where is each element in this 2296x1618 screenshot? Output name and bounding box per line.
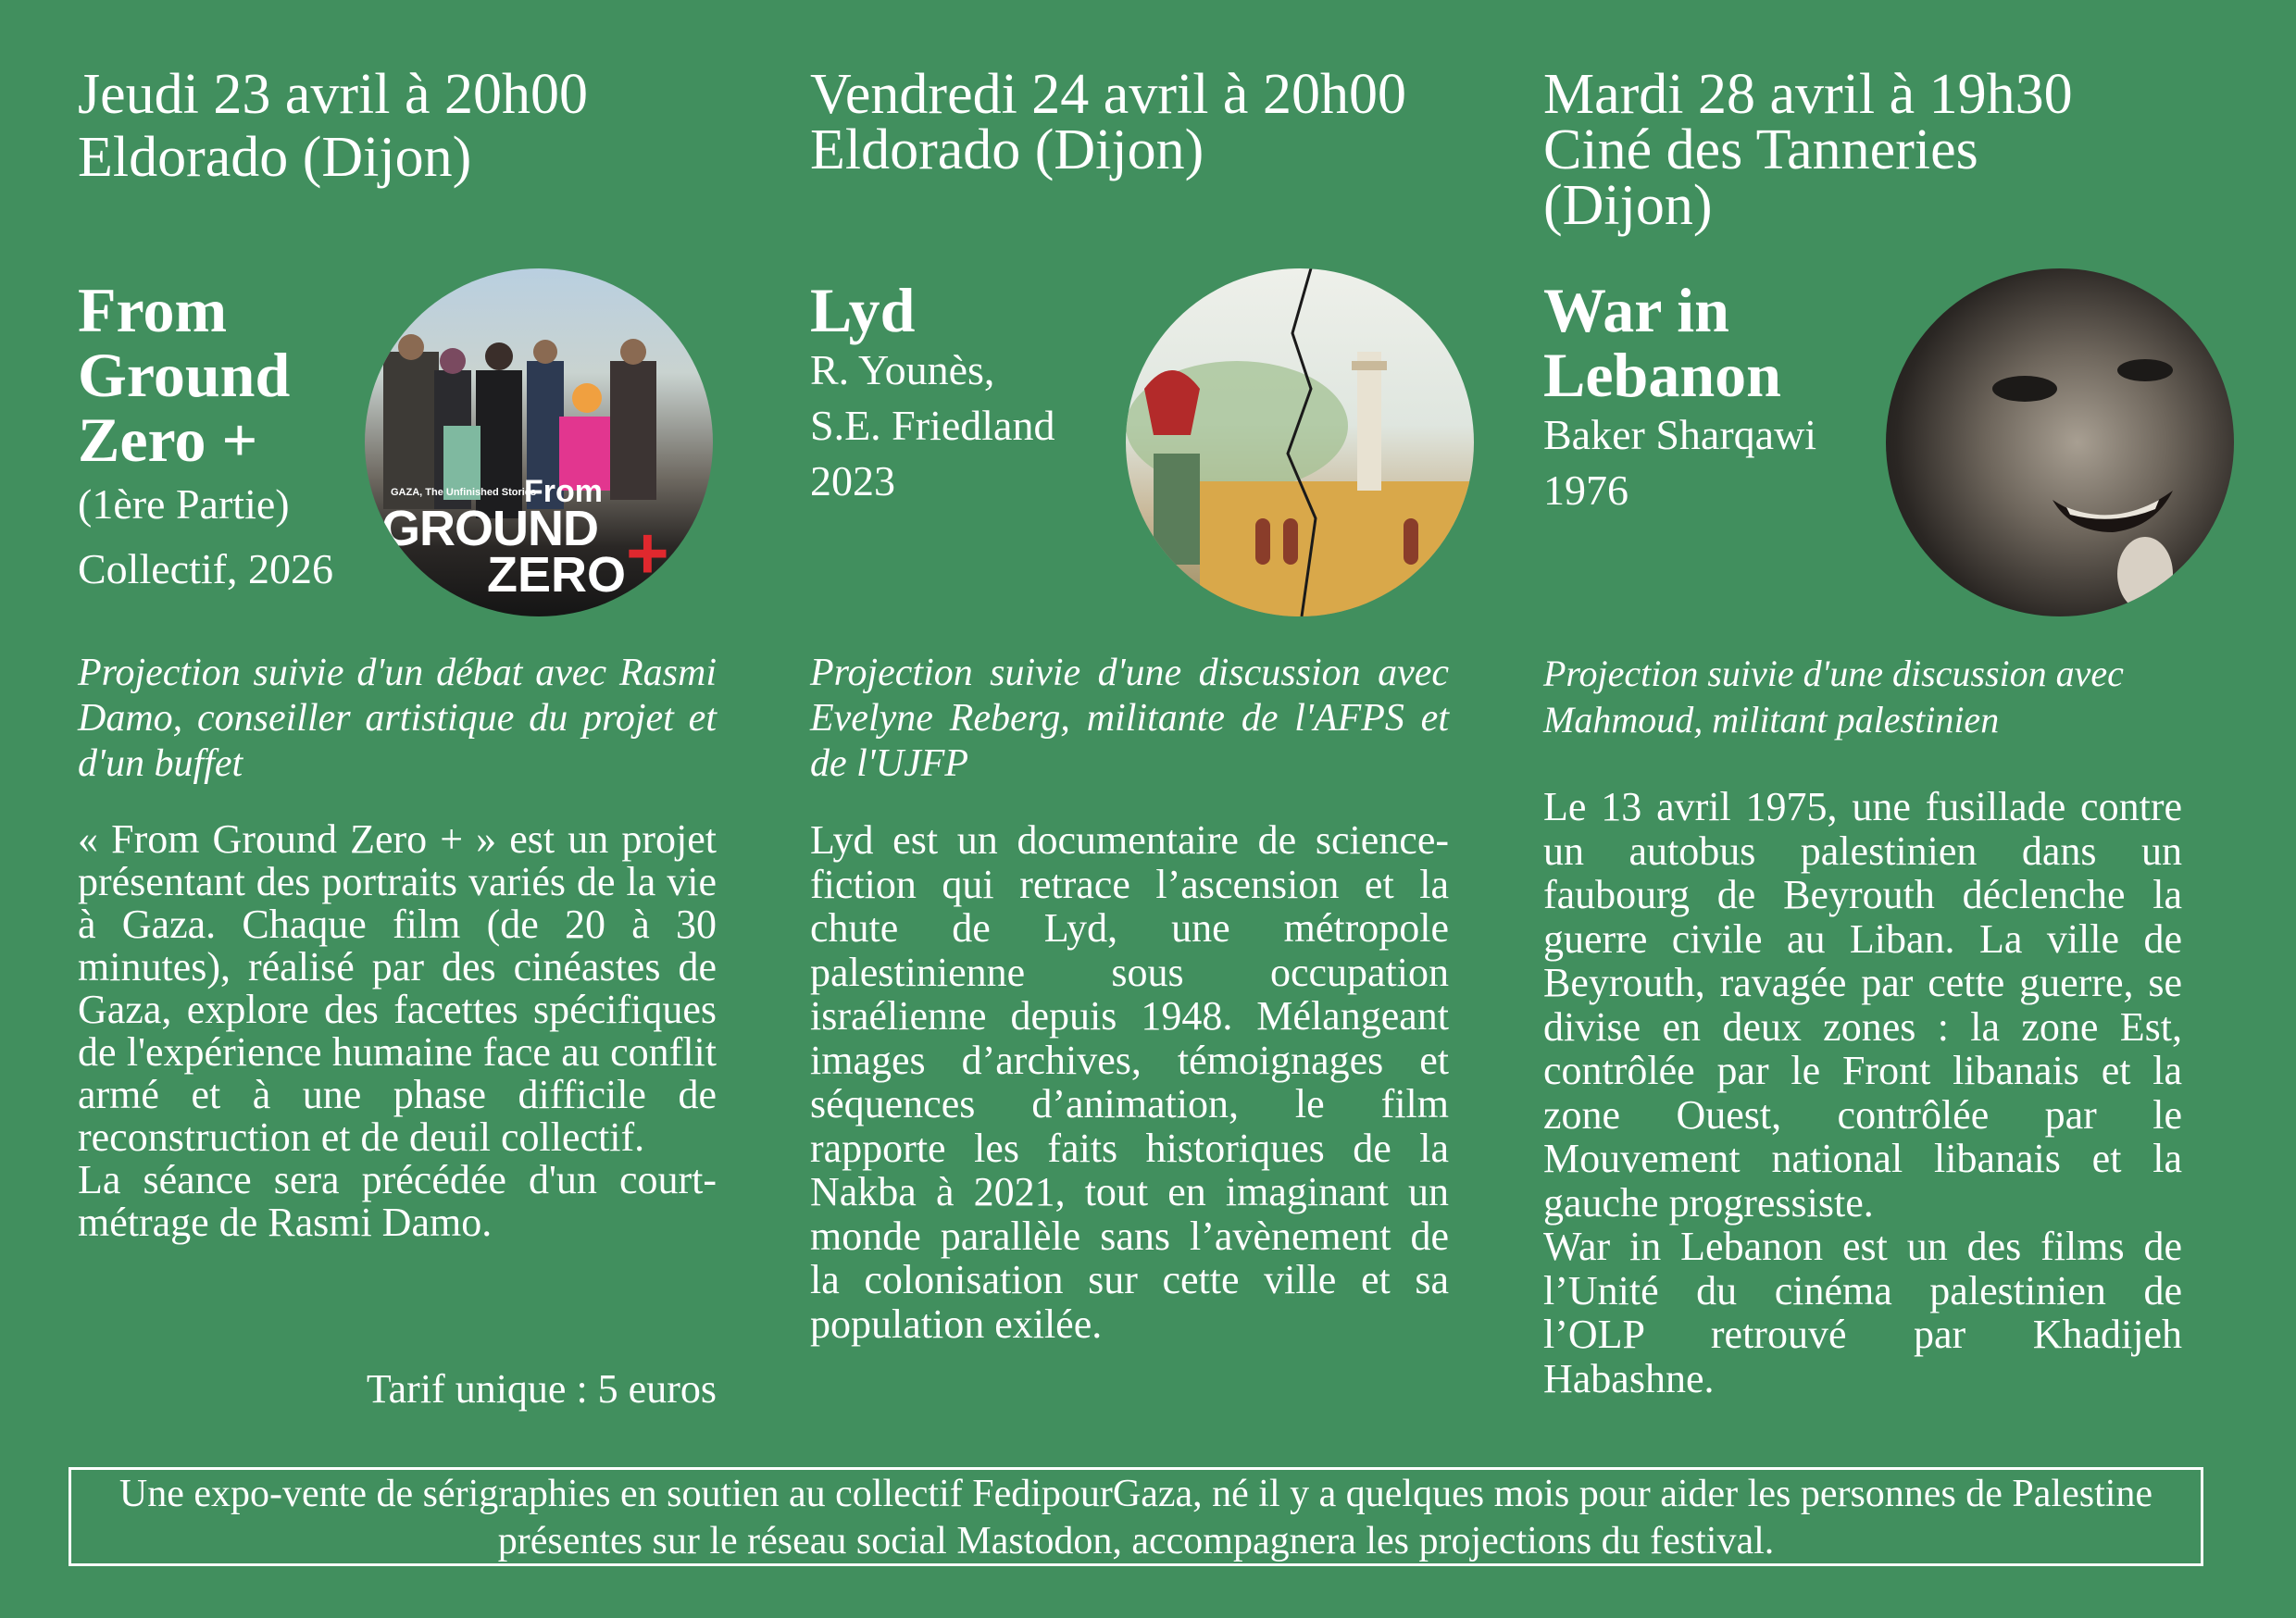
film-poster-image	[365, 268, 713, 616]
poster-illustration	[1126, 268, 1474, 616]
event-venue: Eldorado (Dijon)	[78, 126, 472, 189]
description-paragraph: Lyd est un documentaire de science-fiction qui retrace l’ascension et la chute de Lyd, une métropole palestinienne sous occupation israélienne depuis 1948. Mélangeant images d’archives, témoignages et séquences d’animation, le film rapporte les faits historiques de la Nakba à 2021, tout en imaginant un monde parallèle sans l’avènement de la colonisation sur cette ville et sa population exilée.	[810, 817, 1449, 1347]
film-directors: R. Younès,	[810, 346, 995, 393]
poster-zero: ZERO	[487, 547, 627, 603]
film-poster-image	[1126, 268, 1474, 616]
footer-announcement: Une expo-vente de sérigraphies en soutien au collectif FedipourGaza, né il y a quelques mois pour aider les personnes de Palestine présentes sur le réseau social Mastodon, accompagnera les projections du festival.	[69, 1467, 2203, 1566]
event-date: Jeudi 23 avril à 20h00	[78, 63, 589, 126]
description-paragraph: Le 13 avril 1975, une fusillade contre un autobus palestinien dans un faubourg de Beyrouth déclenche la guerre civile au Liban. La ville de Beyrouth, ravagée par cette guerre, se divise en deux zones : la zone Est, contrôlée par le Front libanais et la zone Ouest, contrôlée par le Mouvement national libanais et la gauche progressiste.	[1543, 784, 2182, 1226]
event-venue: Eldorado (Dijon)	[810, 118, 1204, 181]
film-header	[78, 275, 411, 602]
film-poster-image	[1886, 268, 2234, 616]
event-date: Mardi 28 avril à 19h30	[1543, 63, 2073, 126]
film-description	[78, 818, 717, 1244]
film-directors-2: S.E. Friedland	[810, 402, 1055, 449]
film-title: Lyd	[810, 275, 916, 345]
event-date-venue	[810, 63, 1514, 181]
film-title: From Ground Zero +	[78, 275, 291, 475]
event-date: Vendredi 24 avril à 20h00	[810, 63, 1406, 126]
film-credits: Collectif, 2026	[78, 545, 333, 592]
event-venue: Ciné des Tanneries (Dijon)	[1543, 118, 1978, 237]
event-intro: Projection suivie d'une discussion avec Mahmoud, militant palestinien	[1543, 653, 2124, 741]
event-date-venue	[78, 63, 781, 189]
film-description	[810, 818, 1449, 1346]
description-paragraph: « From Ground Zero + » est un projet présentant des portraits variés de la vie à Gaza. Chaque film (de 20 à 30 minutes), réalisé par des cinéastes de Gaza, explore des facettes spécifiques de l'expérience humaine face au conflit armé et à une phase difficile de reconstruction et de deuil collectif.	[78, 816, 717, 1160]
film-description	[1543, 785, 2182, 1400]
poster-illustration	[1886, 268, 2234, 616]
poster-plus: +	[626, 512, 669, 594]
film-year: 1976	[1543, 467, 1628, 514]
film-director: Baker Sharqawi	[1543, 411, 1817, 458]
description-paragraph: La séance sera précédée d'un court-métrage de Rasmi Damo.	[78, 1157, 717, 1245]
poster-from: From	[524, 474, 603, 509]
event-date-venue	[1543, 63, 2247, 237]
price-label: Tarif unique : 5 euros	[366, 1366, 717, 1412]
film-title: War in Lebanon	[1543, 275, 1781, 410]
film-header	[1543, 275, 1877, 518]
event-intro: Projection suivie d'une discussion avec Evelyne Reberg, militante de l'AFPS et de l'UJFP	[810, 652, 1449, 785]
event-intro: Projection suivie d'un débat avec Rasmi Damo, conseiller artistique du projet et d'un buffet	[78, 652, 717, 785]
poster-tagline: GAZA, The Unfinished Stories	[391, 487, 537, 498]
description-paragraph: War in Lebanon est un des films de l’Unité du cinéma palestinien de l’OLP retrouvé par Khadijeh Habashne.	[1543, 1224, 2182, 1401]
film-subtitle: (1ère Partie)	[78, 480, 290, 528]
film-header	[810, 275, 1143, 509]
film-year: 2023	[810, 457, 895, 504]
poster-ground: GROUND	[381, 501, 598, 556]
